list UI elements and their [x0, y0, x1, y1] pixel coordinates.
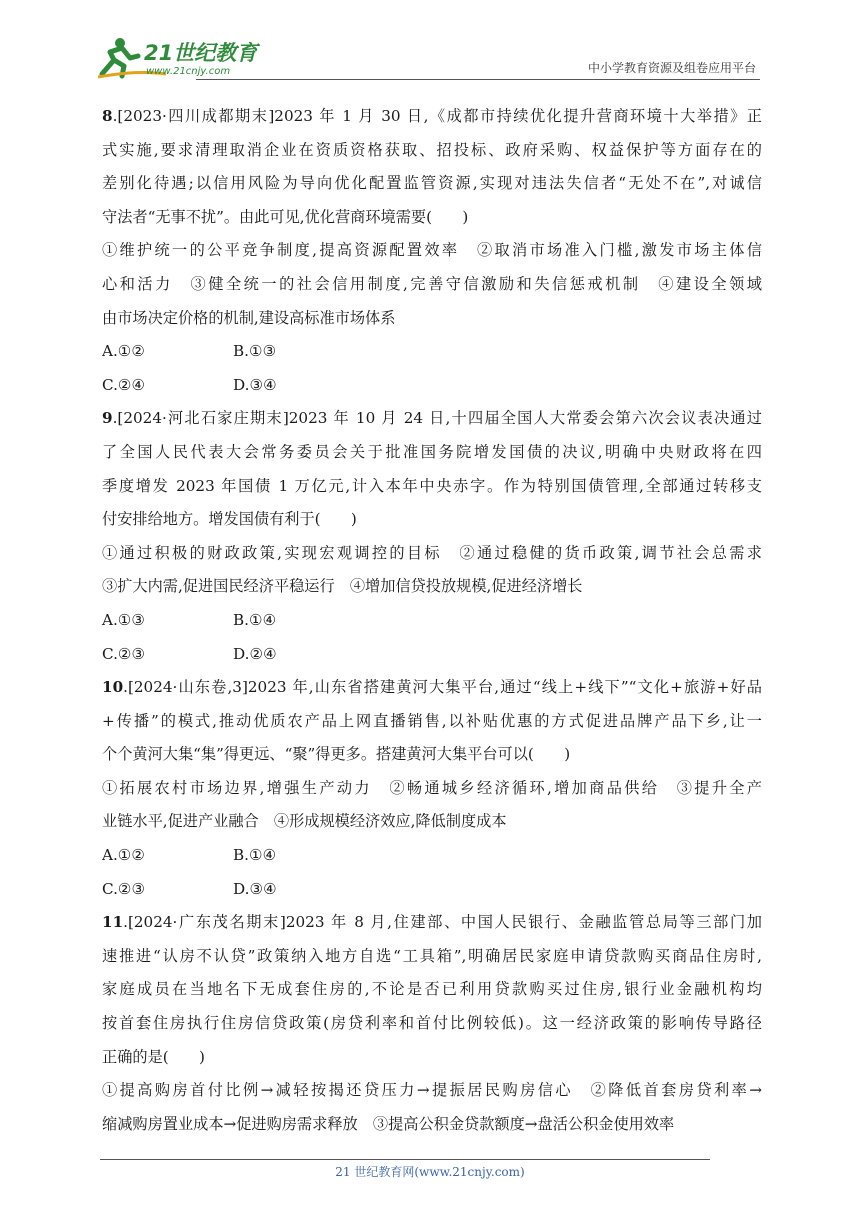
answer-option[interactable]: B.①④ — [233, 846, 277, 865]
question-stem-text: 守法者“无事不扰”。由此可见,优化营商环境需要( ) — [102, 207, 469, 226]
answer-option[interactable]: D.②④ — [233, 644, 277, 663]
question-stem-line — [102, 436, 762, 470]
statement-line: 由市场决定价格的机制,建设高标准市场体系 — [102, 308, 396, 327]
question-stem-line — [102, 973, 762, 1007]
question-stem-text: .[2024·河北石家庄期末]2023 年 10 月 24 日,十四届全国人大常委会第六次会议表决通过 — [112, 409, 762, 428]
question-stem-line — [102, 671, 762, 705]
question-stem-text: 差别化待遇;以信用风险为导向优化配置监管资源,实现对违法失信者“无处不在”,对诚信 — [102, 174, 762, 193]
page-header — [96, 30, 760, 80]
question-stem-line — [102, 134, 762, 168]
answer-option[interactable]: B.①③ — [233, 342, 277, 361]
logo-text: 21世纪教育 — [144, 41, 258, 65]
question-stem-line — [102, 1041, 762, 1075]
footer-divider — [100, 1159, 710, 1160]
statement-line: 缩减购房置业成本→促进购房需求释放 ③提高公积金贷款额度→盘活公积金使用效率 — [102, 1114, 675, 1133]
statement-line: ①拓展农村市场边界,增强生产动力 ②畅通城乡经济循环,增加商品供给 ③提升全产 — [102, 778, 762, 797]
question-stem-text: 季度增发 2023 年国债 1 万亿元,计入本年中央赤字。作为特别国债管理,全部通过转移支 — [102, 476, 762, 495]
statement-line: ①维护统一的公平竞争制度,提高资源配置效率 ②取消市场准入门槛,激发市场主体信 — [102, 241, 762, 260]
question-stem-text: .[2023·四川成都期末]2023 年 1 月 30 日,《成都市持续优化提升营商环境十大举措》正 — [112, 107, 762, 125]
options-row — [102, 873, 762, 907]
question-stem-text: 付安排给地方。增发国债有利于( ) — [102, 510, 357, 529]
options-row — [102, 369, 762, 403]
statement-line: 心和活力 ③健全统一的社会信用制度,完善守信激励和失信惩戒机制 ④建设全领域 — [102, 274, 762, 293]
question-stem-line — [102, 705, 762, 739]
answer-option[interactable]: A.①② — [102, 846, 146, 865]
answer-option[interactable]: A.①② — [102, 342, 146, 361]
answer-option[interactable]: D.③④ — [233, 375, 277, 394]
question-stem-line — [102, 167, 762, 201]
question-stem-text: +传播”的模式,推动优质农产品上网直播销售,以补贴优惠的方式促进品牌产品下乡,让一 — [102, 711, 762, 730]
answer-option[interactable]: D.③④ — [233, 879, 277, 898]
statement-line: 业链水平,促进产业融合 ④形成规模经济效应,降低制度成本 — [102, 812, 507, 831]
question-stem-text: 个个黄河大集“集”得更远、“聚”得更多。搭建黄河大集平台可以( ) — [102, 745, 571, 764]
question-stem-text: 式实施,要求清理取消企业在资质资格获取、招投标、政府采购、权益保护等方面存在的 — [102, 140, 762, 159]
question-number: 9 — [102, 409, 113, 428]
question-stem-text: 正确的是( ) — [102, 1047, 205, 1066]
question-9 — [102, 402, 762, 671]
question-stem-text: 家庭成员在当地名下无成套住房的,不论是否已利用贷款购买过住房,银行业金融机构均 — [102, 980, 762, 999]
logo — [96, 34, 266, 80]
question-stem-line — [102, 201, 762, 235]
question-number: 8 — [102, 107, 113, 125]
question-11 — [102, 906, 762, 1141]
question-stem-text: 按首套住房执行住房信贷政策(房贷利率和首付比例较低)。这一经济政策的影响传导路径 — [102, 1014, 762, 1033]
options-row — [102, 604, 762, 638]
question-list — [102, 100, 762, 1141]
answer-option[interactable]: B.①④ — [233, 610, 277, 629]
question-stem-line — [102, 100, 762, 134]
answer-option[interactable]: A.①③ — [102, 610, 146, 629]
footer-text: 21 世纪教育网(www.21cnjy.com) — [335, 1165, 525, 1179]
question-stem-line — [102, 940, 762, 974]
options-row — [102, 638, 762, 672]
question-stem-text: .[2024·山东卷,3]2023 年,山东省搭建黄河大集平台,通过“线上+线下”“文化+旅游+好品 — [123, 678, 762, 697]
header-divider — [196, 79, 760, 80]
options-row — [102, 335, 762, 369]
answer-option[interactable]: C.②④ — [102, 375, 146, 394]
platform-label: 中小学教育资源及组卷应用平台 — [587, 61, 756, 75]
question-stem-text: 了全国人民代表大会常务委员会关于批准国务院增发国债的决议,明确中央财政将在四 — [102, 442, 762, 461]
answer-option[interactable]: C.②③ — [102, 879, 146, 898]
question-stem-line — [102, 503, 762, 537]
options-row — [102, 839, 762, 873]
statement-line: ③扩大内需,促进国民经济平稳运行 ④增加信贷投放规模,促进经济增长 — [102, 577, 583, 596]
logo-url: www.21cnjy.com — [146, 66, 231, 77]
question-stem-line — [102, 906, 762, 940]
question-8 — [102, 100, 762, 402]
question-stem-line — [102, 402, 762, 436]
answer-option[interactable]: C.②③ — [102, 644, 146, 663]
question-number: 11 — [102, 913, 124, 932]
question-stem-text: 速推进“认房不认贷”政策纳入地方自选“工具箱”,明确居民家庭申请贷款购买商品住房时, — [102, 946, 762, 965]
question-10 — [102, 671, 762, 906]
question-stem-text: .[2024·广东茂名期末]2023 年 8 月,住建部、中国人民银行、金融监管总局等三部门加 — [123, 913, 762, 932]
question-stem-line — [102, 470, 762, 504]
question-stem-line — [102, 1007, 762, 1041]
question-stem-line — [102, 738, 762, 772]
statement-line: ①提高购房首付比例→减轻按揭还贷压力→提振居民购房信心 ②降低首套房贷利率→ — [102, 1081, 762, 1100]
statement-line: ①通过积极的财政政策,实现宏观调控的目标 ②通过稳健的货币政策,调节社会总需求 — [102, 543, 762, 562]
question-number: 10 — [102, 678, 124, 697]
